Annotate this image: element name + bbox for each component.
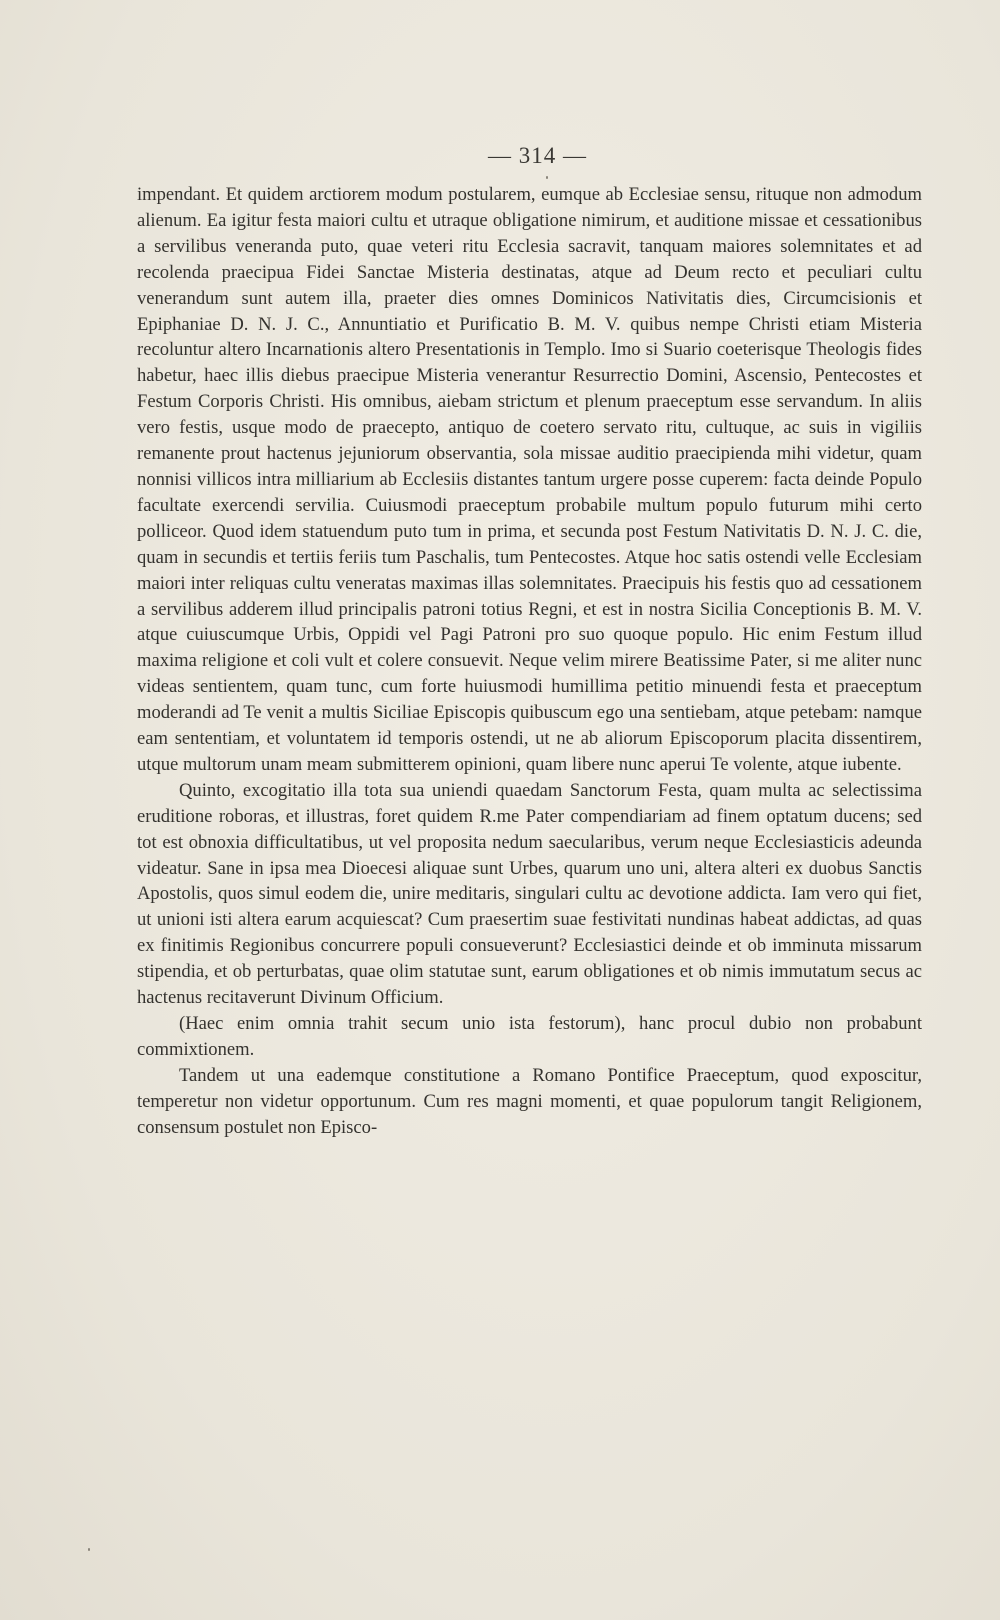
paragraph-3: (Haec enim omnia trahit secum unio ista festorum), hanc procul dubio non probabunt commixtionem. bbox=[137, 1013, 922, 1060]
page-number: — 314 — bbox=[488, 143, 587, 168]
paragraph-2: Quinto, excogitatio illa tota sua uniendi quaedam Sanctorum Festa, quam multa ac selectissima eruditione roboras, et illustras, foret quidem R.me Pater compendiariam ad finem optatum ducens; sed tot est obnoxia difficultatibus, ut vel proposita nedum saecularibus, verum neque Ecclesiasticis adeunda videatur. Sane in ipsa mea Dioecesi aliquae sunt Urbes, quarum uno uni, altera alteri ex duobus Sanctis Apostolis, quos simul eodem die, unire meditaris, singulari cultu ac devotione addicta. Iam vero qui fiet, ut unioni isti altera earum acquiescat? Cum praesertim suae festivitati nundinas habeat addictas, ad quas ex finitimis Regionibus concurrere populi consueverunt? Ecclesiastici deinde et ob imminuta missarum stipendia, et ob perturbatas, quae olim statutae sunt, earum obligationes et ob nimis immutatum secus ac hactenus recitaverunt Divinum Officium. bbox=[137, 779, 922, 1009]
paragraph-4: Tandem ut una eademque constitutione a Romano Pontifice Praeceptum, quod exposcitur, temperetur non videtur opportunum. Cum res magni momenti, et quae populorum tangit Religionem, consensum postulet non Episco- bbox=[137, 1064, 922, 1138]
paragraph-1: impendant. Et quidem arctiorem modum postularem, eumque ab Ecclesiae sensu, rituque non admodum alienum. Ea igitur festa maiori cultu et utraque obligatione nimirum, et auditione missae et cessationibus a servilibus veneranda puto, quae veteri ritu Ecclesia sacravit, tanquam maiores solemnitates et ad recolenda praecipua Fidei Sanctae Misteria destinatas, atque ad Deum recto et peculiari cultu venerandum sunt autem illa, praeter dies omnes Dominicos Nativitatis dies, Circumcisionis et Epiphaniae D. N. J. C., Annuntiatio et Purificatio B. M. V. quibus nempe Christi etiam Misteria recoluntur altero Incarnationis altero Presentationis in Templo. Imo si Suario coeterisque Theologis fides habetur, haec illis diebus praecipue Misteria venerantur Resurrectio Domini, Ascensio, Pentecostes et Festum Corporis Christi. His omnibus, aiebam strictum et plenum praeceptum esse servandum. In aliis vero festis, usque modo de praecepto, antiquo de coetero servato ritu, cultuque, ac suis in vigiliis remanente prout hactenus jejuniorum observantia, sola missae auditio praecipienda mihi videtur, quam nonnisi villicos intra milliarium ab Ecclesiis distantes tantum urgere posse cuperem: facta deinde Populo facultate exercendi servilia. Cuiusmodi praeceptum probabile multum populo futurum mihi certo polliceor. Quod idem statuendum puto tum in prima, et secunda post Festum Nativitatis D. N. J. C. die, quam in secundis et tertiis feriis tum Paschalis, tum Pentecostes. Atque hoc satis ostendi velle Ecclesiam maiori inter reliquas cultu veneratas maximas illas solemnitates. Praecipuis his festis quo ad cessationem a servilibus adderem illud principalis patroni totius Regni, et est in nostra Sicilia Conceptionis B. M. V. atque cuiuscumque Urbis, Oppidi vel Pagi Patroni pro suo quoque populo. Hic enim Festum illud maxima religione et coli vult et colere consuevit. Neque velim mirere Beatissime Pater, si me aliter nunc videas sentientem, quam tunc, cum forte huiusmodi humillima petitio minuendi festa et praeceptum moderandi ad Te venit a multis Siciliae Episcopis quibuscum ego una sentiebam, atque petebam: namque eam sententiam, et voluntatem id temporis ostendi, ut ne ab aliorum Episcoporum placita dissentirem, utque multorum unam meam submitterem opinioni, quam libere nunc aperui Te volente, atque iubente. bbox=[137, 184, 922, 775]
paper-speck bbox=[546, 176, 548, 179]
paper-speck bbox=[88, 1548, 90, 1551]
text-body bbox=[137, 182, 922, 1141]
